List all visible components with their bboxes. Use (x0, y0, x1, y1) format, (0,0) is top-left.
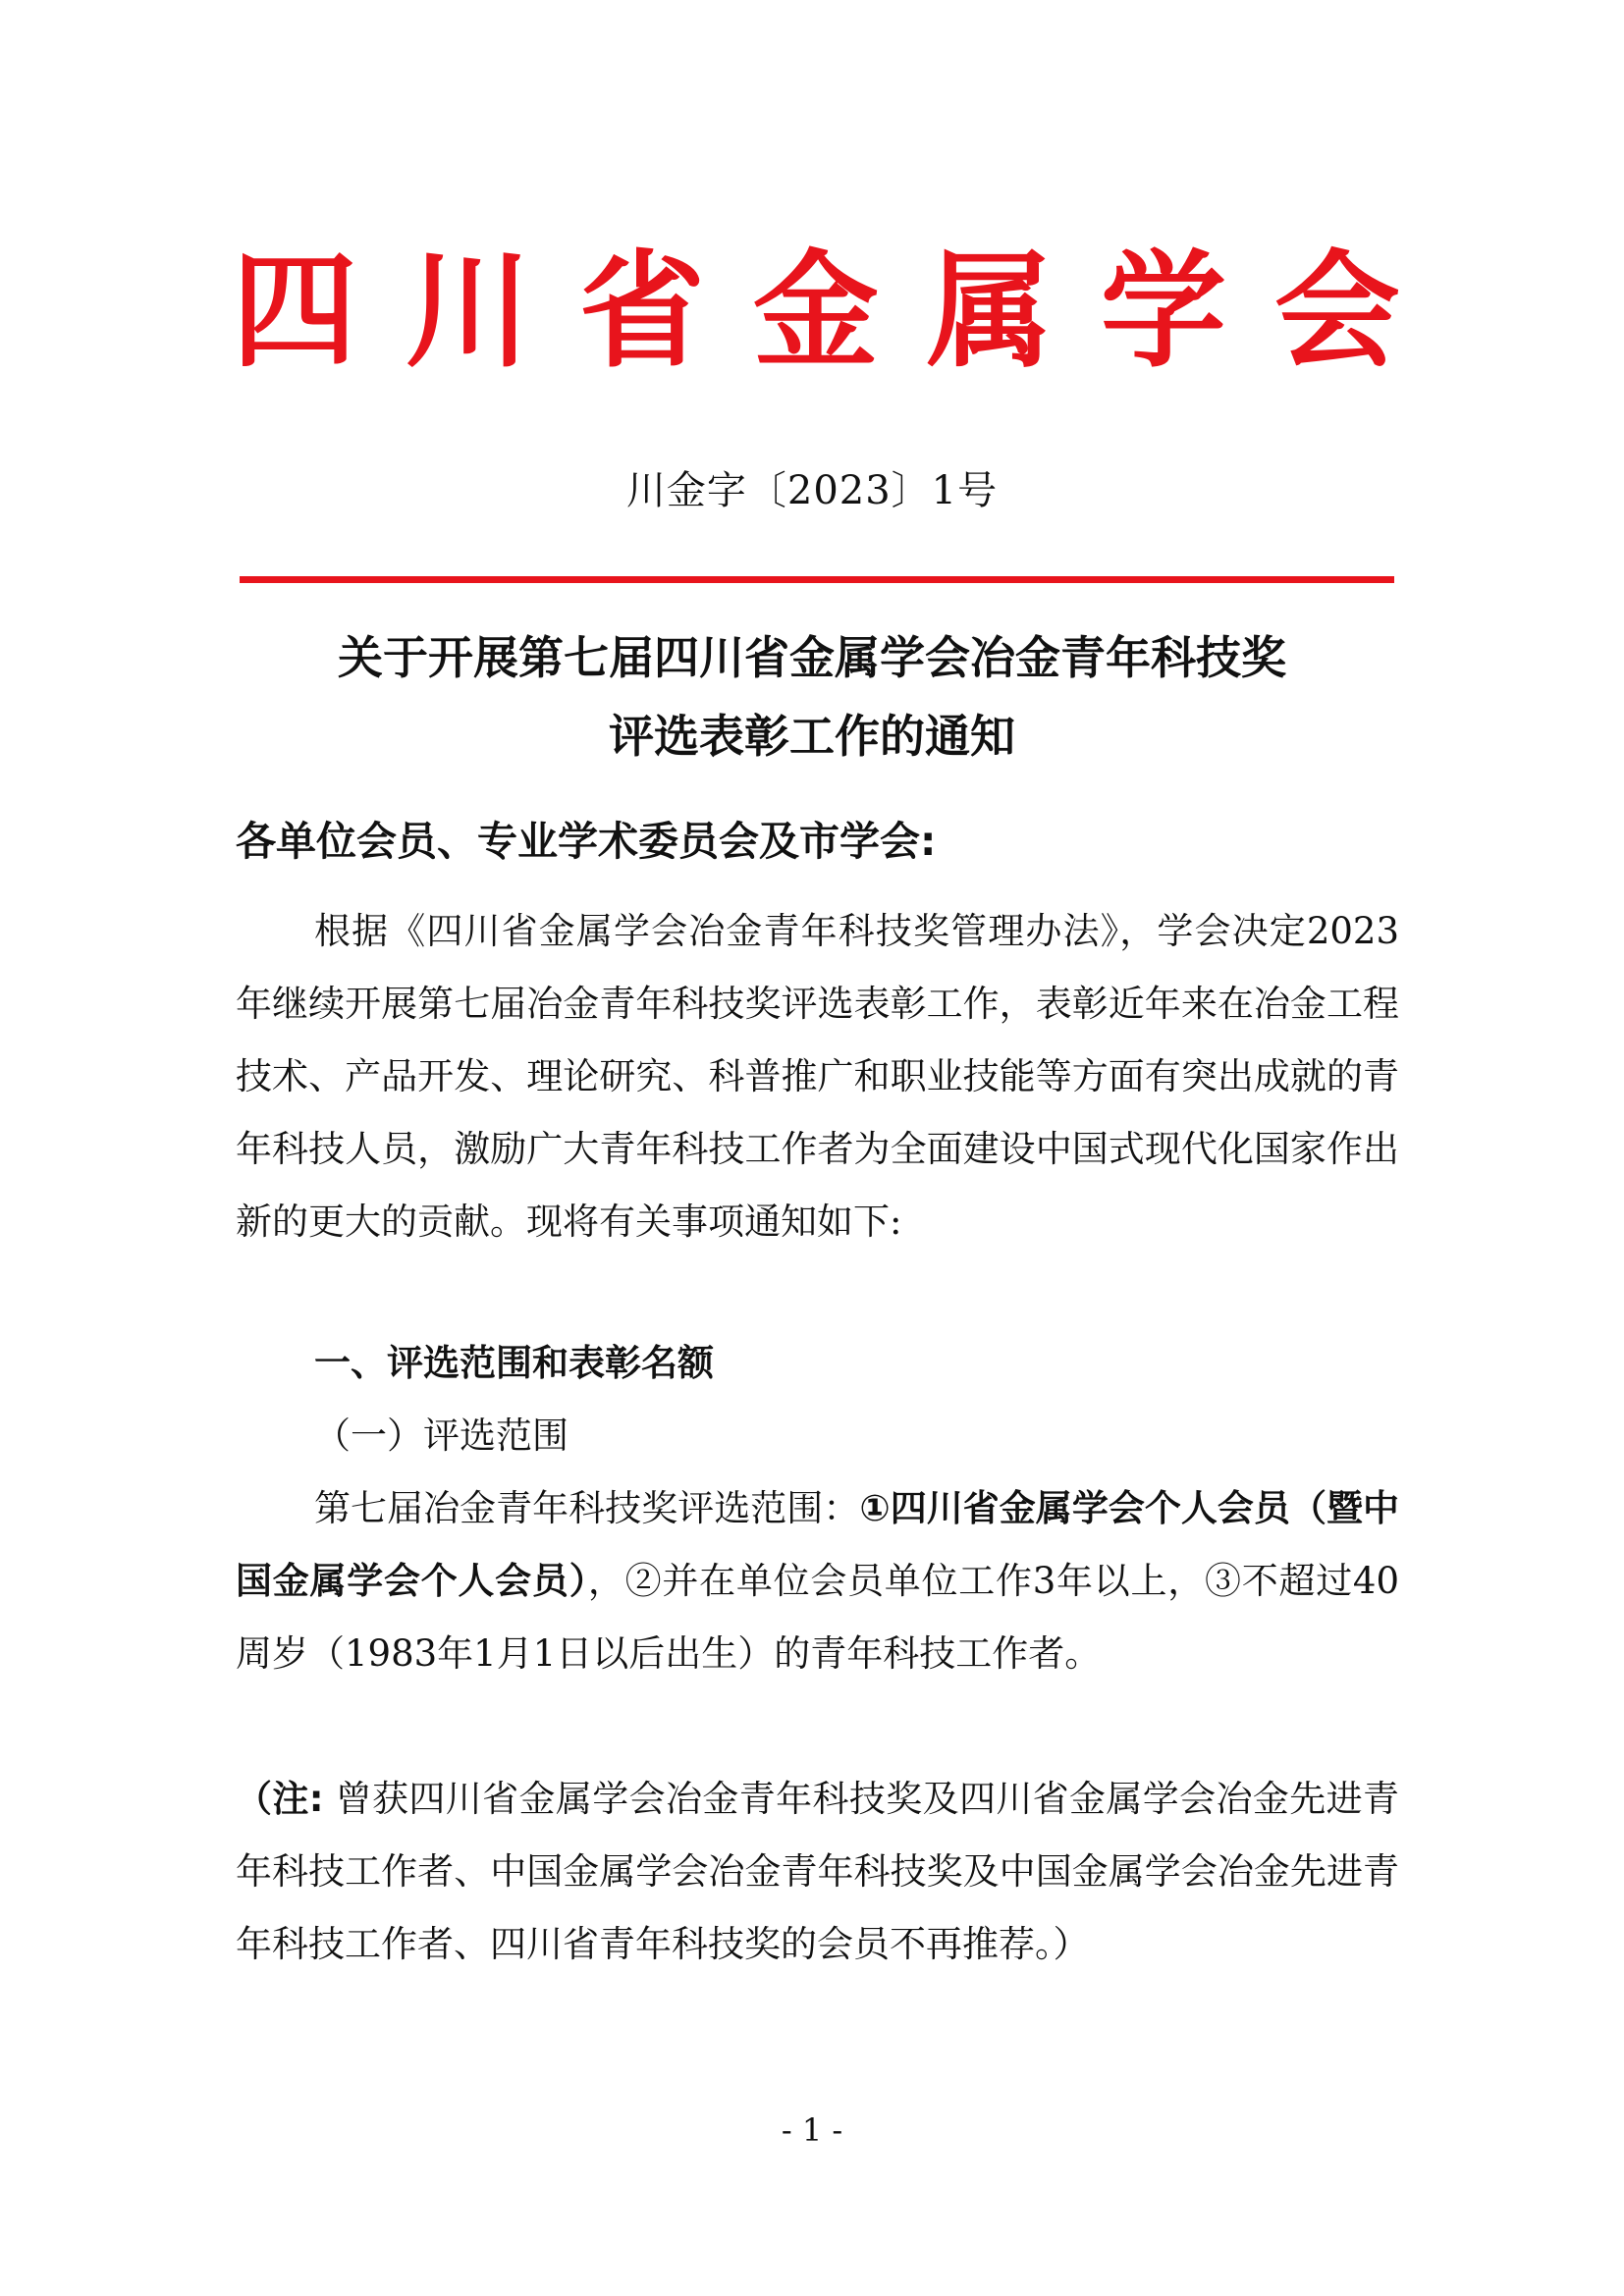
sub-heading: （一）评选范围 (314, 1415, 568, 1457)
note-paragraph (236, 1763, 1399, 1981)
scope-paragraph (236, 1472, 1399, 1690)
header-char: 会 (1273, 239, 1400, 385)
header-divider (240, 576, 1394, 583)
header-char: 省 (578, 239, 705, 385)
document-title-line-2: 评选表彰工作的通知 (609, 710, 1015, 763)
section-heading: 一、评选范围和表彰名额 (314, 1342, 714, 1384)
document-number: 川金字〔2023〕1号 (625, 468, 999, 513)
header-char: 川 (405, 239, 531, 385)
scope-rest: ，②并在单位会员单位工作3年以上，③不超过40周岁（1983年1月1日以后出生）的青年科技工作者。 (236, 1560, 1400, 1675)
intro-paragraph: 根据《四川省金属学会冶金青年科技奖管理办法》，学会决定2023年继续开展第七届冶金青年科技奖评选表彰工作，表彰近年来在冶金工程技术、产品开发、理论研究、科普推广和职业技能等方面有突出成就的青年科技人员，激励广大青年科技工作者为全面建设中国式现代化国家作出新的更大的贡献。现将有关事项通知如下: (236, 910, 1399, 1243)
header-char: 属 (926, 239, 1053, 385)
scope-prefix: 第七届冶金青年科技奖评选范围： (314, 1487, 860, 1529)
organization-header (232, 234, 1400, 391)
document-title-line-1: 关于开展第七届四川省金属学会冶金青年科技奖 (338, 631, 1286, 684)
note-label: （注: (236, 1778, 324, 1820)
scope-bold: ①四川省金属学会个人会员（暨中国金属学会个人会员） (236, 1487, 1400, 1602)
note-text: 曾获四川省金属学会冶金青年科技奖及四川省金属学会冶金先进青年科技工作者、中国金属学会冶金青年科技奖及中国金属学会冶金先进青年科技工作者、四川省青年科技奖的会员不再推荐。） (236, 1778, 1400, 1965)
header-char: 四 (232, 239, 358, 385)
header-char: 学 (1100, 239, 1226, 385)
salutation: 各单位会员、专业学术委员会及市学会: (236, 818, 937, 865)
page-number: - 1 - (781, 2111, 843, 2149)
header-char: 金 (752, 239, 879, 385)
